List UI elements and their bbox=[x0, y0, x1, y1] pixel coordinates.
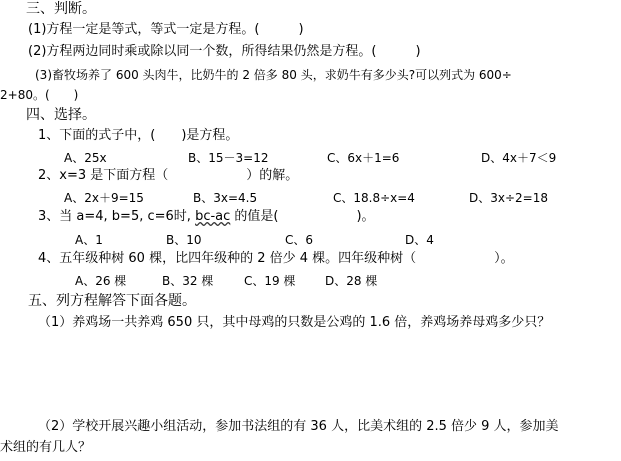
choice-3-option-c: C、6 bbox=[285, 233, 314, 247]
choice-2-option-b: B、3x=4.5 bbox=[193, 191, 258, 205]
choice-3-stem-end: 的值是( )。 bbox=[230, 209, 375, 224]
section-4-title: 四、选择。 bbox=[26, 107, 96, 123]
solve-question-2-line-1: （2）学校开展兴趣小组活动，参加书法组的有 36 人，比美术组的 2.5 倍少 9 人，参加美 bbox=[38, 419, 559, 434]
choice-3-option-b: B、10 bbox=[166, 233, 202, 247]
choice-1-option-b: B、15－3=12 bbox=[188, 151, 269, 165]
section-3-title: 三、判断。 bbox=[26, 1, 96, 17]
judge-question-2: (2)方程两边同时乘或除以同一个数，所得结果仍然是方程。( ) bbox=[28, 44, 421, 59]
solve-question-2-line-2: 术组的有几人？ bbox=[0, 440, 92, 455]
judge-question-1: (1)方程一定是等式，等式一定是方程。( ) bbox=[28, 22, 304, 37]
choice-4-option-c: C、19 棵 bbox=[244, 274, 296, 288]
choice-4-option-a: A、26 棵 bbox=[75, 274, 127, 288]
choice-question-4: 4、五年级种树 60 棵，比四年级种的 2 倍少 4 棵。四年级种树（ ）。 bbox=[38, 251, 514, 266]
choice-1-option-a: A、25x bbox=[64, 151, 107, 165]
choice-3-option-a: A、1 bbox=[75, 233, 103, 247]
choice-3-stem-start: 3、当 a=4, b=5, c=6时, bbox=[38, 209, 196, 224]
judge-question-3-line-1: (3)畜牧场养了 600 头肉牛，比奶牛的 2 倍多 80 头，求奶牛有多少头?可以列式为 600÷ bbox=[35, 68, 512, 82]
choice-1-option-d: D、4x＋7＜9 bbox=[481, 151, 557, 165]
choice-question-1: 1、下面的式子中，( )是方程。 bbox=[38, 128, 239, 143]
judge-question-3-line-2: 2+80。( ) bbox=[0, 88, 79, 102]
choice-4-option-b: B、32 棵 bbox=[162, 274, 214, 288]
choice-4-option-d: D、28 棵 bbox=[325, 274, 378, 288]
choice-3-expression: bc-ac bbox=[195, 209, 231, 224]
choice-question-2: 2、x=3 是下面方程（ ）的解。 bbox=[38, 168, 299, 183]
choice-question-3 bbox=[38, 209, 375, 225]
section-5-title: 五、列方程解答下面各题。 bbox=[28, 293, 196, 309]
solve-question-1: （1）养鸡场一共养鸡 650 只，其中母鸡的只数是公鸡的 1.6 倍，养鸡场养母鸡多少只？ bbox=[38, 315, 551, 330]
choice-3-option-d: D、4 bbox=[405, 233, 434, 247]
choice-1-option-c: C、6x＋1=6 bbox=[327, 151, 400, 165]
choice-2-option-a: A、2x＋9=15 bbox=[64, 191, 144, 205]
choice-2-option-d: D、3x÷2=18 bbox=[469, 191, 548, 205]
choice-2-option-c: C、18.8÷x=4 bbox=[333, 191, 415, 205]
